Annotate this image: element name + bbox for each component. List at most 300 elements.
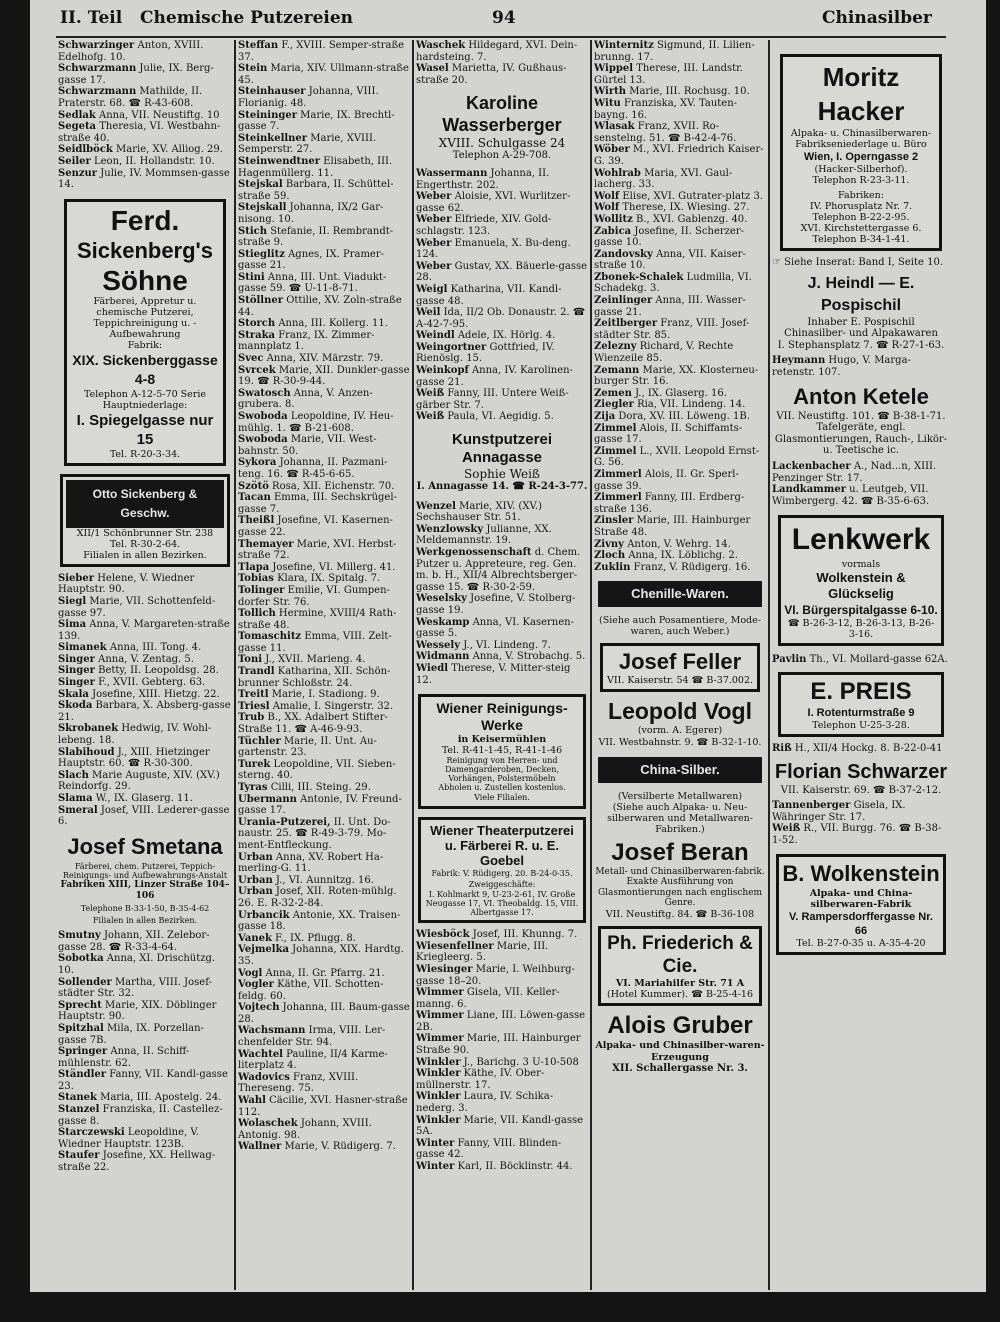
list-item [416,214,588,237]
entry-name: Swatosch [238,387,291,399]
list-item [238,388,410,411]
list-item [416,168,588,191]
ad-address: VII. Neustiftg. 84. ☎ B-36-108 [605,908,755,920]
list-item [594,272,766,295]
list-item [594,388,766,400]
entry-details: Anna, IV. Karolinen-gasse 21. [416,365,573,388]
entry-name: Szötö [238,480,269,492]
list-item [594,515,766,538]
list-item [238,736,410,759]
section-title-right: Chinasilber [822,8,932,28]
entry-name: Straka [238,329,275,341]
list-item [58,596,232,619]
entry-name: Stein [238,63,268,75]
ad-subtitle: in Keisermühlen [457,734,547,746]
entry-details: Maria, XIV. Ullmann-straße 45. [238,63,409,86]
list-item [58,642,232,654]
list-item [594,40,766,63]
column-4 [594,40,766,1290]
list-item [238,40,410,63]
list-item [772,743,950,755]
entry-name: Vogler [238,979,274,991]
ad-phone: Tel. R-30-2-64. [109,538,181,550]
list-item [416,1033,588,1056]
list-item [58,1069,232,1092]
entry-name: Wolf [594,202,620,214]
entry-details: J., XIII. Hietzinger Hauptstr. 60. ☎ R-30-300. [58,746,210,770]
entry-details: Johanna, II. Pazmani-teng. 16. ☎ R-45-6-65. [238,457,388,480]
ad-title: Ferd. [110,204,180,236]
entry-details: Mila, IX. Porzellan-gasse 7B. [58,1022,204,1046]
ad-friederich [598,926,762,1006]
ad-text: Alpaka- und Chinasilber-waren-Erzeugung [595,1040,765,1063]
entry-name: Wiesenfellner [416,940,494,952]
ad-text: Chinasilber- und Alpakawaren [784,328,938,340]
entry-details: Katharina, VII. Kandl-gasse 48. [416,283,562,307]
list-item [238,249,410,272]
list-item [238,968,410,980]
entry-name: Pavlin [772,654,807,666]
entry-name: Steffan [238,40,279,51]
entry-details: Franz, V. Rüdigerg. 16. [633,561,751,573]
entry-name: Wadovics [238,1071,290,1083]
entry-details: Anton, XVIII. Edelhofg. 10. [58,40,204,63]
entry-details: Mathilde, II. Praterstr. 68. ☎ R-43-608. [58,86,203,109]
entry-name: Tyras [238,782,268,793]
heading-chenille [598,581,762,607]
list-item [58,689,232,701]
ad-title: Otto Sickenberg & Geschw. [66,480,224,528]
ad-text: I. Kohlmarkt 9, U-23-2-61, IV. Große Neugasse 17, VI. Theobaldg. 15, VIII. Albertgasse 17. [425,890,579,918]
entry-details: Barbara, II. Schüttel-straße 59. [238,179,394,202]
list-item [238,1141,410,1153]
column-divider [234,40,236,1290]
entry-details: Richard, V. Rechte Wienzeile 85. [594,341,734,365]
list-item [594,562,766,574]
ad-sickenberg [64,199,226,466]
list-item [58,1000,232,1023]
entry-name: Wiedl [416,662,449,674]
ad-text: Viele Filialen. [474,793,530,803]
entry-name: Weil [416,307,441,319]
column-3 [416,40,588,1290]
entry-details: Anna, VII. Neustiftg. 10 [98,109,220,121]
list-item [594,341,766,364]
list-item [238,608,410,631]
entry-details: Anton, V. Wehrg. 14. [627,538,731,550]
entry-name: Tlapa [238,561,270,573]
list-item [238,515,410,538]
entry-name: Wimmer [416,1010,464,1022]
entry-details: Johann, XVIII. Antonig. 98. [238,1118,372,1141]
ad-address: I. Stephansplatz 7. ☎ R-27-1-63. [777,339,945,351]
list-item [58,665,232,677]
entry-name: Weiß [416,388,445,400]
list-item [238,759,410,782]
list-item [58,168,232,191]
list-item [238,910,410,933]
list-item [238,457,410,480]
ad-title: Leopold Vogl [608,698,752,725]
list-item [238,631,410,654]
list-item [238,318,410,330]
list-item [772,461,950,484]
list-item [594,214,766,226]
ad-hacker [780,54,942,251]
ad-text: Alpaka- und China-silberwaren-Fabrik [809,888,913,911]
entry-details: Marie, I. Weihburg-gasse 18–20. [416,963,575,987]
entry-name: Zinsler [594,515,634,527]
entry-name: Tacan [238,492,271,504]
entry-details: u. Leutgeb, VII. Wimbergerg. 42. ☎ B-35-6-63. [772,484,930,507]
ad-text: Färberei, Appretur u. chemische Putzerei, Teppichreinigung u. -Aufbewahrung [93,295,197,340]
entry-name: Sollender [58,976,112,988]
list-item [416,547,588,593]
list-item [416,1091,588,1114]
ad-address: XVIII. Schulgasse 24 [438,136,566,151]
ad-address: VII. Kaiserstr. 54 ☎ B-37.002. [606,675,754,687]
list-item [594,86,766,98]
heading-text: China-Silber. [640,761,720,777]
entry-name: Stanek [58,1092,97,1104]
entry-details: Therese, V. Mitter-steig 12. [416,662,571,686]
entry-name: Weskamp [416,616,470,628]
entry-details: Franziska, II. Castellez-gasse 8. [58,1104,223,1127]
list-item [238,353,410,365]
ad-address: (Hacker-Silberhof). [814,164,908,175]
entry-name: Springer [58,1046,108,1058]
entry-name: Sima [58,619,87,631]
entry-details: Johanna, III. Baum-gasse 28. [238,1002,410,1025]
ad-title: Florian Schwarzer [774,760,948,783]
entry-details: Marie, XIX. Döblinger Hauptstr. 90. [58,999,217,1023]
section-note: (Siehe auch Posamentiere, Mode-waren, auch Weber.) [599,615,761,638]
entry-name: Wohlrab [594,167,641,179]
entry-name: Wahl [238,1095,266,1107]
entries-col5-mid [772,461,950,507]
ad-address: IV. Phorusplatz Nr. 7. [809,201,913,212]
list-item [238,875,410,887]
entry-details: Marie, XV. Alliog. 29. [116,144,223,156]
entry-name: Zelezny [594,341,637,353]
entry-details: Katharina, XII. Schön-brunner Schloßstr. 24. [238,666,391,689]
header-rule [56,36,946,38]
entry-name: Spitzhal [58,1022,104,1034]
entry-details: Marie, III. Hainburger Straße 90. [416,1033,581,1057]
ad-phone: Telephon B-34-1-41. [812,234,910,245]
list-item [58,1092,232,1104]
entry-name: Wenzel [416,500,456,512]
entry-details: Franz, XVII. Ro-senstelng. 51. ☎ B-42-4-76. [594,121,737,144]
entry-name: Witu [594,97,621,109]
entry-details: Käthe, IV. Ober-müllnerstr. 17. [416,1068,545,1091]
entry-details: R., VII. Burgg. 76. ☎ B-38-1-52. [772,823,942,846]
entry-name: Vogl [238,967,263,979]
entry-name: Weiß [772,823,801,835]
entry-name: Starczewski [58,1127,125,1139]
list-item [238,585,410,608]
entry-name: Sieber [58,572,95,584]
ad-address: I. Annagasse 14. ☎ R-24-3-77. [416,481,588,493]
ad-title: Lenkwerk [791,523,931,557]
entry-name: Zandovsky [594,248,653,260]
list-item [416,1010,588,1033]
list-item [238,110,410,133]
entry-name: Vanek [238,932,272,944]
ad-address: VI. Mariahilfer Str. 71 A [615,978,745,990]
entry-name: Toni [238,654,263,666]
entry-name: Ständler [58,1069,107,1081]
entry-details: Marie, VII. West-bahnstr. 50. [238,434,377,457]
entry-details: Marie, III. Hainburger Straße 48. [594,515,751,538]
entry-details: Leon, II. Hollandstr. 10. [94,155,215,167]
list-item [238,794,410,817]
column-2 [238,40,410,1290]
entry-name: Werkgenossenschaft [416,547,532,558]
entry-name: Stich [238,225,267,237]
ad-title: Sickenberg's [76,237,214,263]
entry-name: Winkler [416,1068,461,1080]
entry-details: L., XVII. Leopold Ernst-G. 56. [594,445,760,469]
list-item [594,365,766,388]
list-item [772,654,950,666]
ad-phone: Tel. R-41-1-45, R-41-1-46 [441,745,563,757]
entry-details: Fanny, VII. Kandl-gasse 23. [58,1069,228,1092]
entry-name: Svec [238,353,264,365]
list-item [58,723,232,746]
entry-name: Swoboda [238,411,288,422]
ad-address: Fabrik: V. Rüdigerg. 20. B-24-0-35. [431,869,573,879]
entry-details: Emilie, VI. Gumpen-dorfer Str. 76. [238,584,390,608]
entry-name: Wollitz [594,213,633,225]
entry-details: Käthe, VII. Schotten-feldg. 60. [238,979,384,1002]
entry-name: Stejskall [238,202,287,214]
list-item [594,469,766,492]
entry-name: Segeta [58,121,97,133]
entry-name: Weselsky [416,593,467,605]
list-item [238,133,410,156]
entry-name: Zimmel [594,422,637,434]
entry-name: Wachtel [238,1048,283,1060]
entry-name: Trub [238,712,265,724]
entry-name: Sprecht [58,999,102,1011]
entry-details: B., XVI. Gablenzg. 40. [635,213,748,225]
list-item [238,979,410,1002]
list-item [58,156,232,168]
list-item [416,284,588,307]
entry-name: Zbonek-Schalek [594,271,684,283]
entry-name: Wessely [416,639,461,651]
list-item [416,651,588,663]
entry-details: Elfriede, XIV. Gold-schlagstr. 123. [416,214,552,237]
entry-name: Wiesinger [416,963,473,975]
entry-details: Anna, XI. Drischützg. 10. [58,953,216,976]
list-item [238,712,410,735]
ad-text: Filialen in allen Bezirken. [92,915,198,925]
entries-col4-top [594,40,766,573]
list-item [416,63,588,86]
entries-col5-low [772,800,950,846]
entry-details: Fanny, III. Erdberg-straße 136. [594,492,745,515]
scan-edge-bottom [0,1292,1000,1322]
entries-col3-bottom [416,929,588,1172]
ad-title: Karoline Wasserberger [442,93,562,136]
entry-name: Urban [238,851,273,863]
list-item [238,226,410,249]
entry-name: Tannenberger [772,800,851,812]
list-item [58,1127,232,1150]
entry-name: Wimmer [416,987,464,999]
entry-details: Marie, XIV. (XV.) Sechshauser Str. 51. [416,500,543,524]
list-item [416,365,588,388]
entry-name: Sobotka [58,953,104,965]
entry-name: Wlasak [594,121,635,133]
entry-name: Zija [594,411,616,422]
entry-name: Tüchler [238,735,281,747]
entry-name: Wöber [594,144,630,156]
list-item [238,944,410,967]
entry-details: Marie, I. Stadiong. 9. [271,689,380,701]
ad-beran [594,839,766,921]
list-item [416,593,588,616]
entry-details: Marie, II. Unt. Au-gartenstr. 23. [238,735,377,759]
list-item [594,168,766,191]
entry-details: d. Chem. Putzer u. Appreteure, reg. Gen. m. b. H., XII/4 Albrechtsberger-gasse 15. ☎ R-30-2-59. [416,547,581,593]
entry-details: Anna, XIV. Märzstr. 79. [266,353,384,365]
ad-heindl [772,273,950,352]
entry-name: Themayer [238,538,294,550]
entry-name: Ziegler [594,399,634,411]
entry-details: J., Barichg. 3 U-10-508 [463,1056,579,1068]
section-note: (Versilberte Metallwaren) [617,790,743,802]
ad-vogl [594,698,766,748]
entry-details: Th., VI. Mollard-gasse 62A. [809,654,948,666]
list-item [594,446,766,469]
entry-details: Johanna, II. Engerthstr. 202. [416,167,550,191]
list-item [238,295,410,318]
ad-owner: Sophie Weiß [464,467,540,482]
ad-annagasse [416,431,588,493]
entries-col1-bottom [58,930,232,1173]
entry-details: Leopoldine, VII. Sieben-sterng. 40. [238,758,396,782]
list-item [238,1025,410,1048]
entry-name: Stieglitz [238,248,285,260]
list-item [238,1002,410,1025]
entry-name: Heymann [772,355,826,367]
entry-name: Wallner [238,1141,282,1153]
entry-details: Leopoldine, V. Wiedner Hauptstr. 123B. [58,1127,200,1150]
entry-name: Wiesböck [416,929,470,941]
entry-details: Josef, XII. Roten-mühlg. 26. E. R-32-2-84. [238,886,397,909]
entry-details: Marie, XVIII. Semperstr. 27. [238,132,377,156]
list-item [238,481,410,493]
list-item [416,964,588,987]
list-item [58,573,232,596]
list-item [238,852,410,875]
ad-address: XII. Schallergasse Nr. 3. [612,1063,748,1075]
scan-edge-right [986,0,1000,1322]
ad-text: Filialen in allen Bezirken. [83,549,207,561]
list-item [772,800,950,823]
entry-details: Therese, III. Landstr. Gürtel 13. [594,63,743,86]
entry-name: Schwarzmann [58,63,137,75]
entry-name: Tobias [238,573,274,585]
entry-name: Weber [416,260,452,272]
entry-name: Vejmelka [238,944,289,956]
entry-details: Martha, VIII. Josef-städter Str. 32. [58,976,212,1000]
entry-details: Hedwig, IV. Wohl-lebeng. 18. [58,723,212,747]
entry-name: Seidlböck [58,144,113,156]
entry-details: Stefanie, II. Rembrandt-straße 9. [238,225,394,249]
list-item [594,63,766,86]
entry-name: Wassermann [416,167,488,179]
list-item [416,411,588,423]
ad-text: Abholen u. Zustellen kostenlos. [438,783,566,793]
list-item [416,929,588,941]
entry-name: Svrcek [238,364,276,376]
ad-address: I. Spiegelgasse nur 15 [76,411,214,448]
list-item [594,249,766,272]
entry-details: Franz, XVIII. Thereseng. 75. [238,1071,359,1095]
list-item [58,770,232,793]
entry-name: Zimmerl [594,468,642,480]
entry-name: Singer [58,653,95,665]
entry-details: Anna, III. Tong. 4. [109,642,202,654]
entry-details: Dora, XV. III. Löweng. 1B. [618,411,750,422]
entry-details: Josefine, II. Scherzer-gasse 10. [594,225,744,249]
entry-details: Emma, III. Sechskrügel-gasse 7. [238,492,397,515]
list-item [58,977,232,1000]
entry-details: Josefine, XX. Hellwag-straße 22. [58,1150,216,1174]
ad-phone: Telephone B-33-1-50, B-35-4-62 [80,903,210,913]
entry-details: Josefine, VI. Millerg. 41. [272,561,396,573]
list-item [594,550,766,562]
entry-details: Theresia, VI. Westbahn-straße 40. [58,121,221,144]
list-item [416,617,588,640]
list-item [594,399,766,411]
ad-phone: Tel. R-20-3-34. [109,448,181,460]
list-item [594,144,766,167]
section-note: (Siehe auch Alpaka- u. Neu-silberwaren und Metallwaren-Fabriken.) [607,801,753,835]
entry-name: Weinkopf [416,365,469,377]
entry-details: Barbara, X. Absberg-gasse 21. [58,700,231,723]
entry-details: Franziska, XV. Tauten-bayng. 16. [594,97,738,121]
entry-name: Steinhauser [238,86,306,98]
entry-name: Wenzlowsky [416,523,484,535]
list-item [238,562,410,574]
entry-name: Widmann [416,651,470,663]
ad-title: B. Wolkenstein [782,861,940,887]
entry-name: Wasel [416,63,449,75]
list-item [58,930,232,953]
ad-phone: Telephon U-25-3-28. [812,719,910,731]
ad-phone: Telephon A-12-5-70 Serie [83,388,206,400]
entry-name: Staufer [58,1150,100,1162]
list-item [238,411,410,434]
entries-col1-mid [58,573,232,828]
entry-name: Urania-Putzerei, [238,816,331,828]
ad-wiener-reinigungs [418,694,586,809]
ad-phone: ☎ B-26-3-12, B-26-3-13, B-26-3-16. [787,618,935,641]
entry-details: J., XVII. Marieng. 4. [265,654,366,666]
column-divider [412,40,414,1290]
entry-name: Vojtech [238,1002,280,1014]
entry-name: Waschek [416,40,466,51]
ad-ketele [772,383,950,457]
entry-details: Cilli, III. Steing. 29. [270,782,371,793]
list-item [594,191,766,203]
ad-title: Josef Beran [611,838,749,866]
